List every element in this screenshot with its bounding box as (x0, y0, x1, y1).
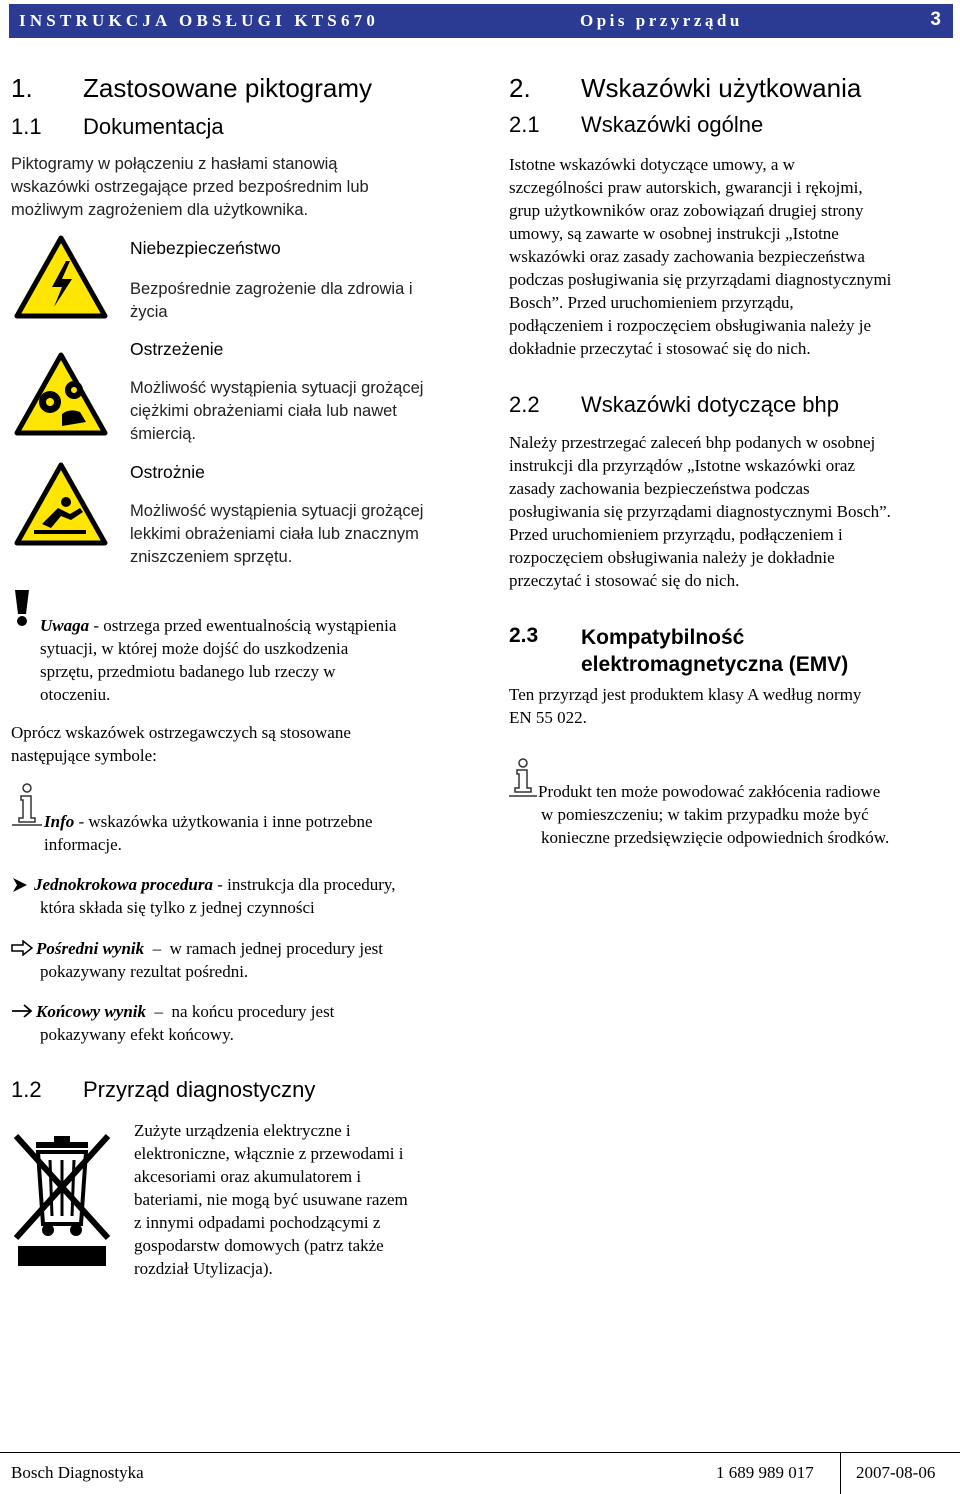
weee-line: gospodarstw domowych (patrz także (134, 1236, 384, 1255)
caution-line: lekkimi obrażeniami ciała lub znacznym (130, 525, 419, 543)
heading-2-number: 2. (509, 73, 531, 103)
weee-line: akcesoriami oraz akumulatorem i (134, 1167, 362, 1186)
warning-line: Możliwość wystąpienia sytuacji grożącej (130, 379, 424, 397)
note-line: - ostrzega przed ewentualnością wystąpienia (89, 616, 397, 635)
intro-paragraph (11, 153, 471, 222)
caution-line: Możliwość wystąpienia sytuacji grożącej (130, 502, 424, 520)
symbols-intro-line: Oprócz wskazówek ostrzegawczych są stosowane (11, 723, 351, 742)
general-guidelines-line: Bosch”. Przed uruchomieniem przyrządu, (509, 293, 794, 312)
emc-line: EN 55 022. (509, 708, 587, 727)
info-line: - wskazówka użytkowania i inne potrzebne (74, 812, 373, 831)
heading-1-1 (11, 114, 224, 140)
outline-arrow-icon (11, 940, 33, 956)
note-line: sytuacji, w której może dojść do uszkodzenia (40, 639, 349, 658)
emc-paragraph (509, 683, 861, 729)
footer-column-divider (840, 1452, 841, 1494)
safety-guidelines-line: rozpoczęciem obsługiwania należy je dokładnie (509, 548, 835, 567)
note-line: otoczeniu. (40, 685, 111, 704)
danger-description (130, 278, 413, 324)
general-guidelines-line: Istotne wskazówki dotyczące umowy, a w (509, 155, 795, 174)
weee-line: rozdział Utylizacja). (134, 1259, 273, 1278)
heading-1 (11, 73, 373, 104)
thin-arrow-icon (11, 1003, 33, 1019)
heading-1-number: 1. (11, 73, 33, 103)
heading-1-2-number: 1.2 (11, 1077, 42, 1102)
warning-line: ciężkimi obrażeniami ciała lub nawet (130, 402, 397, 420)
heading-2-1-title: Wskazówki ogólne (581, 112, 764, 137)
emc-info-line: Produkt ten może powodować zakłócenia radiowe (538, 782, 881, 801)
hand-crush-warning-icon (14, 352, 108, 436)
heading-2-3 (509, 624, 849, 676)
warning-line: śmiercią. (130, 425, 197, 443)
final-result-line: pokazywany efekt końcowy. (40, 1025, 234, 1044)
info-line: informacje. (44, 835, 122, 854)
general-guidelines-paragraph (509, 153, 959, 360)
intro-line: Piktogramy w połączeniu z hasłami stanowią (11, 155, 338, 173)
general-guidelines-line: umowy, są zawarte w osobnej instrukcji „Istotne (509, 224, 839, 243)
safety-guidelines-line: przeczytać i stosować się do nich. (509, 571, 740, 590)
heading-2-1-number: 2.1 (509, 112, 540, 137)
general-guidelines-line: podłączeniem i rozpoczęciem obsługiwania należy je (509, 316, 872, 335)
heading-2 (509, 73, 862, 104)
footer-doc-number: 1 689 989 017 (716, 1463, 814, 1482)
weee-line: Zużyte urządzenia elektryczne i (134, 1121, 351, 1140)
info-icon (12, 782, 42, 828)
danger-label: Niebezpieczeństwo (130, 238, 281, 258)
final-result-keyword: Końcowy wynik (36, 1002, 147, 1021)
note-line: sprzętu, przedmiotu badanego lub rzeczy w (40, 662, 336, 681)
general-guidelines-line: podczas posługiwania się przyrządami diagnostycznymi (509, 270, 892, 289)
heading-1-title: Zastosowane piktogramy (83, 73, 373, 103)
heading-1-1-title: Dokumentacja (83, 114, 224, 139)
intermediate-result-keyword: Pośredni wynik (36, 939, 145, 958)
header-bar (9, 4, 953, 38)
section-title: Opis przyrządu (580, 11, 743, 30)
heading-1-2 (11, 1077, 316, 1103)
weee-line: z innymi odpadami pochodzącymi z (134, 1213, 381, 1232)
weee-line: bateriami, nie mogą być usuwane razem (134, 1190, 408, 1209)
emc-line: Ten przyrząd jest produktem klasy A według normy (509, 685, 862, 704)
caution-label: Ostrożnie (130, 462, 205, 482)
general-guidelines-line: grup użytkowników oraz zobowiązań drugiej strony (509, 201, 864, 220)
heading-1-1-number: 1.1 (11, 114, 42, 139)
safety-guidelines-line: zasady zachowania bezpieczeństwa podczas (509, 479, 810, 498)
single-step-keyword: Jednokrokowa procedura (34, 875, 213, 894)
safety-guidelines-paragraph (509, 431, 959, 592)
heading-2-3-number: 2.3 (509, 624, 539, 647)
crossed-out-bin-icon (12, 1132, 112, 1268)
final-result-line: – na końcu procedury jest (146, 1002, 335, 1021)
footer-date: 2007-08-06 (856, 1463, 936, 1482)
heading-2-2-title: Wskazówki dotyczące bhp (581, 392, 839, 417)
weee-paragraph (134, 1119, 408, 1280)
heading-2-3-title-line: elektromagnetyczna (EMV) (581, 653, 849, 676)
symbols-intro-line: następujące symbole: (11, 746, 157, 765)
general-guidelines-line: szczególności praw autorskich, gwarancji i rękojmi, (509, 178, 863, 197)
intermediate-result-line: – w ramach jednej procedury jest (144, 939, 384, 958)
single-step-paragraph (34, 873, 396, 919)
warning-label: Ostrzeżenie (130, 339, 224, 359)
caution-description (130, 500, 423, 569)
page-number: 3 (930, 9, 941, 30)
emc-info-line: w pomieszczeniu; w takim przypadku może być (541, 805, 869, 824)
note-paragraph (40, 614, 480, 706)
symbols-intro (11, 721, 351, 767)
info-keyword: Info (44, 812, 75, 831)
document-title: INSTRUKCJA OBSŁUGI KTS670 (19, 11, 380, 30)
heading-2-2-number: 2.2 (509, 392, 540, 417)
intermediate-result-paragraph (36, 937, 383, 983)
heading-1-2-title: Przyrząd diagnostyczny (83, 1077, 316, 1102)
note-keyword: Uwaga (40, 616, 90, 635)
electric-hazard-icon (14, 235, 108, 319)
final-result-paragraph (36, 1000, 334, 1046)
footer-company: Bosch Diagnostyka (11, 1463, 144, 1482)
filled-arrow-icon (12, 877, 28, 893)
single-step-line: - instrukcja dla procedury, (212, 875, 396, 894)
info-icon (509, 758, 537, 798)
danger-line: Bezpośrednie zagrożenie dla zdrowia i (130, 280, 413, 298)
caution-line: zniszczeniem sprzętu. (130, 548, 293, 566)
general-guidelines-line: wskazówki oraz zasady zachowania bezpieczeństwa (509, 247, 865, 266)
heading-2-3-title-line: Kompatybilność (581, 626, 745, 649)
intro-line: możliwym zagrożeniem dla użytkownika. (11, 201, 309, 219)
heading-2-2 (509, 392, 839, 418)
footer-divider (0, 1452, 960, 1453)
safety-guidelines-line: Przed uruchomieniem przyrządu, podłączeniem i (509, 525, 843, 544)
exclamation-icon (10, 588, 34, 628)
safety-guidelines-line: Należy przestrzegać zaleceń bhp podanych w osobnej (509, 433, 876, 452)
general-guidelines-line: dokładnie przeczytać i stosować się do nich. (509, 339, 811, 358)
safety-guidelines-line: instrukcji dla przyrządów „Istotne wskazówki oraz (509, 456, 856, 475)
heading-2-1 (509, 112, 764, 138)
emc-info-paragraph (538, 780, 889, 849)
heading-2-title: Wskazówki użytkowania (581, 73, 862, 103)
slip-hazard-icon (14, 462, 108, 546)
intermediate-result-line: pokazywany rezultat pośredni. (40, 962, 249, 981)
intro-line: wskazówki ostrzegające przed bezpośrednim lub (11, 178, 369, 196)
safety-guidelines-line: posługiwania się przyrządami diagnostycznymi Bosch”. (509, 502, 891, 521)
danger-line: życia (130, 303, 168, 321)
weee-line: elektroniczne, włącznie z przewodami i (134, 1144, 404, 1163)
single-step-line: która składa się tylko z jednej czynności (40, 898, 315, 917)
emc-info-line: konieczne przedsięwzięcie odpowiednich środków. (541, 828, 890, 847)
info-paragraph (44, 810, 373, 856)
warning-description (130, 377, 423, 446)
